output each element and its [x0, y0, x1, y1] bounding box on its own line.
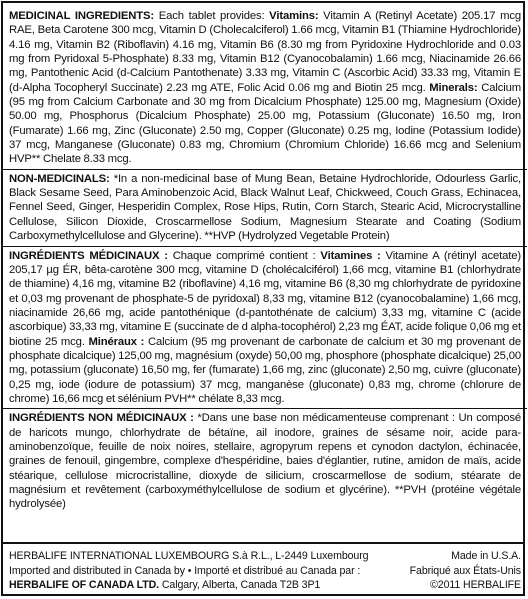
- canada-company: HERBALIFE OF CANADA LTD.: [9, 579, 160, 592]
- non-medicinal-heading-fr: INGRÉDIENTS NON MÉDICINAUX :: [9, 412, 194, 425]
- minerals-text-en: Calcium (95 mg from Calcium Carbonate and 30 mg from Dicalcium Phosphate) 125.00 mg, Magnesium (Oxide) 50.00 mg, Phosphorus (Dicalcium Phosphate) 25.00 mg, Potassium (Gluconate) 16.50 mg, Iron (Fumarate) 1.66 mg, Zinc (Gluconate) 2.50 mg, Copper (Gluconate) 0.25 mg, Iodine (Potassium Iodide) 37 mcg, Manganese (Gluconate) 0.83 mg, Chromium (Chromium Chloride) 16.66 mcg and Selenium HVP** Chelate 8.33 mcg.: [9, 81, 521, 166]
- vitamins-label-en: Vitamins:: [269, 10, 319, 22]
- medicinal-ingredients-fr: [9, 249, 521, 407]
- footer-divider: [3, 542, 523, 544]
- vitamins-text-en: Vitamin A (Retinyl Acetate) 205.17 mcg RAE, Beta Carotene 300 mcg, Vitamin D (Cholecalciferol) 1.66 mcg, Vitamin B1 (Thiamine Hydrochloride) 4.16 mg, Vitamin B2 (Riboflavin) 4.16 mg, Vitamin B6 (8.30 mg from Pyridoxine Hydrochloride and 0.03 mg from Pyridoxal 5-Phosphate) 8.33 mg, Vitamin B12 (Cyanocobalamin) 1.66 mcg, Niacinamide 26.66 mg, Pantothenic Acid (d-Calcium Pantothenate) 3.33 mg, Vitamin C (Ascorbic Acid) 33.33 mg, Vitamin E (d-Alpha Tocopheryl Succinate) 2.23 mg ATE, Folic Acid 0.06 mg and Biotin 25 mcg.: [9, 10, 521, 94]
- minerals-text-fr: Calcium (95 mg provenant de carbonate de calcium et 30 mg provenant de phosphate dicalcique) 125,00 mg, magnésium (oxyde) 50,00 mg, phosphore (phosphate dicalcique) 25,00 mg, potassium (gluconate) 16,50 mg, fer (fumarate) 1,66 mg, zinc (gluconate) 2,50 mg, cuivre (gluconate) 0,25 mg, iode (iodure de potassium) 37 mcg, manganèse (gluconate) 0,83 mg, chrome (chlorure de chrome) 16,66 mcg et sélénium PVH** chélate 8,33 mcg.: [9, 335, 521, 405]
- vitamins-label-fr: Vitamines :: [320, 249, 381, 262]
- footer-row: [9, 578, 521, 593]
- footer-row: [9, 564, 521, 579]
- section-rule: [3, 169, 527, 170]
- canada-address-line: [9, 578, 320, 593]
- minerals-label-en: Minerals:: [429, 81, 478, 94]
- supplement-label: [1, 1, 525, 596]
- made-in-line: Made in U.S.A.: [451, 550, 521, 562]
- medicinal-intro-en: Each tablet provides:: [154, 10, 270, 22]
- minerals-label-fr: Minéraux :: [88, 335, 145, 348]
- non-medicinal-ingredients-en: [9, 172, 521, 244]
- ingredients-panel: [9, 9, 521, 512]
- non-medicinal-text-fr: *Dans une base non médicamenteuse comprenant : Un composé de haricots mungo, chlorhydrate de bétaïne, ail inodore, graines de sésame noir, acide para-aminobenzoïque, feuille de noix noires, stellaire, agropyrum repens et cynodon dactylon, échinacée, graines de fenouil, gingembre, complexe d'hespéridine, baies d'églantier, rutine, amidon de maïs, acide stéarique, cellulose microcristalline, dioxyde de silicium, croscarmellose de sodium, stéarate de magnésium et revêtement (carboxyméthylcellulose de sodium et glycérine). **PVH (protéine végétale hydrolysée): [9, 412, 521, 511]
- fabrique-line: Fabriqué aux États-Unis: [409, 564, 521, 577]
- non-medicinal-text-en: *In a non-medicinal base of Mung Bean, Betaine Hydrochloride, Odourless Garlic, Black Sesame Seed, Para Aminobenzoic Acid, Black Walnut Leaf, Chickweed, Couch Grass, Echinacea, Fennel Seed, Ginger, Hesperidin Complex, Rose Hips, Rutin, Corn Starch, Stearic Acid, Microcrystalline Cellulose, Silicon Dioxide, Croscarmellose Sodium, Magnesium Stearate and Coating (Sodium Carboxymethylcellulose and Glycerine). **HVP (Hydrolyzed Vegetable Protein): [9, 172, 521, 243]
- section-rule: [3, 246, 527, 247]
- footer-row: [9, 549, 521, 564]
- manufacturer-footer: [9, 549, 521, 593]
- medicinal-heading-fr: INGRÉDIENTS MÉDICINAUX :: [9, 249, 168, 262]
- vitamins-text-fr: Vitamine A (rétinyl acetate) 205,17 µg ÉR, bêta-carotène 300 mcg, vitamine D (cholécalciférol) 1,66 mcg, vitamine B1 (chlorhydrate de thiamine) 4,16 mg, vitamine B2 (riboflavine) 4,16 mg, vitamine B6 (8,30 mg chlorhydrate de pyridoxine et 0,03 mg provenant de phosphate-5 de pyridoxal) 8,33 mg, vitamine B12 (cyanocobalamine) 1,66 mcg, niacinamide 26,66 mg, acide pantothénique (d-pantothénate de calcium) 3,33 mg, vitamine C (acide ascorbique) 33,33 mg, vitamine E (succinate de d alpha-tocophérol) 2,23 mg ÉAT, acide folique 0,06 mg et biotine 25 mcg.: [9, 249, 521, 348]
- non-medicinal-heading-en: NON-MEDICINALS:: [9, 172, 110, 185]
- section-rule: [3, 408, 527, 409]
- medicinal-heading-en: MEDICINAL INGREDIENTS:: [9, 10, 155, 22]
- non-medicinal-ingredients-fr: [9, 411, 521, 511]
- copyright-line: ©2011 HERBALIFE: [430, 579, 521, 592]
- medicinal-intro-fr: Chaque comprimé contient :: [167, 249, 321, 262]
- imported-line: Imported and distributed in Canada by • Importé et distribué au Canada par :: [9, 564, 361, 577]
- canada-address: Calgary, Alberta, Canada T2B 3P1: [159, 579, 321, 592]
- company-line: HERBALIFE INTERNATIONAL LUXEMBOURG S.à R.L., L-2449 Luxembourg: [9, 550, 369, 562]
- medicinal-ingredients-en: [9, 9, 521, 167]
